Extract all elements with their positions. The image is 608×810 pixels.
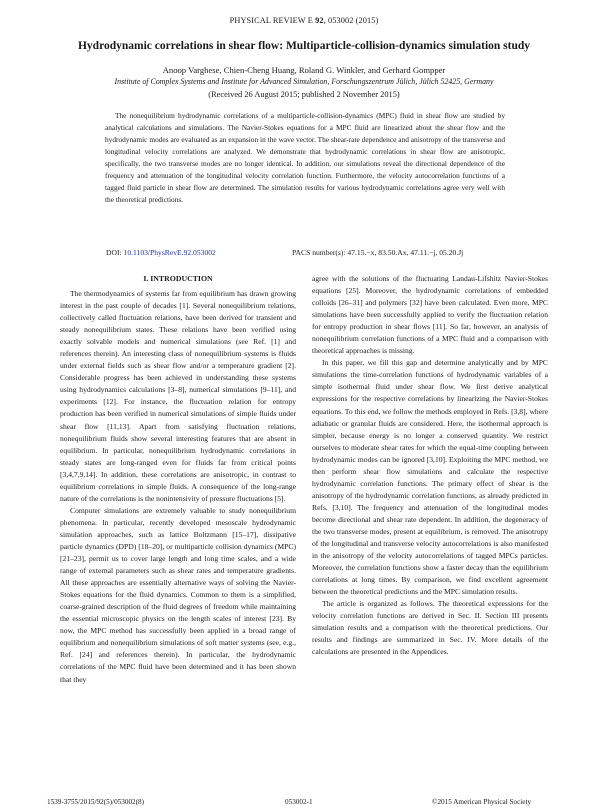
received-dates: (Received 26 August 2015; published 2 November 2015) bbox=[208, 90, 400, 99]
intro-paragraph-3: In this paper, we fill this gap and determine analytically and by MPC simulations the time-correlation functions of hydrodynamic variables of a simple isothermal fluid under shear flow. We first derive analytical expressions for the respective correlations by linearizing the Navier-Stokes equations. To this end, we follow the methods employed in Refs. [3,8], where adiabatic or granular fluids are considered. Here, the isothermal approach is simpler, because energy is no longer a conserved quantity. We restrict ourselves to moderate shear rates for which the equal-time coupling between hydrodynamic modes can be ignored [3,10]. Exploiting the MPC method, we then perform shear flow simulations and calculate the respective hydrodynamic correlation functions. The primary effect of shear is the anisotropy of the hydrodynamic correlation functions, as already predicted in Refs. [3,10]. The frequency and attenuation of the longitudinal modes become directional and shear rate dependent. In addition, the degeneracy of the two transverse modes, present at equilibrium, is removed. The anisotropy of the longitudinal and transverse velocity autocorrelations is also manifested in the anisotropy of the velocity autocorrelations of tagged MPCs particles. Moreover, the correlation functions show a faster decay than the equilibrium correlations at long times. By comparison, we find excellent agreement between the theoretical predictions and the MPC simulation results. bbox=[312, 358, 548, 597]
intro-paragraph-2: Computer simulations are extremely valuable to study nonequilibrium phenomena. In particular, recently developed mesoscale hydrodynamic simulation approaches, such as lattice Boltzmann [15–17], dissipative particle dynamics (DPD) [18–20], or multiparticle collision dynamics (MPC) [21–23], permit us to cover large length and long time scales, and a wide range of external parameters such as shear rates and temperature gradients. All these approaches are essentially alternative ways of solving the Navier-Stokes equations for the fluid dynamics. Common to them is a simplified, coarse-grained description of the fluid degrees of freedom while maintaining the essential microscopic physics on the length scales of interest [23]. By now, the MPC method has successfully been applied in a broad range of equilibrium and nonequilibrium simulations of soft matter systems (see, e.g., Ref. [24] and references therein). In particular, the hydrodynamic correlations of the MPC fluid have been determined and it has been shown that they bbox=[60, 505, 296, 684]
author-list: Anoop Varghese, Chien-Cheng Huang, Roland G. Winkler, and Gerhard Gompper bbox=[162, 65, 446, 75]
right-column bbox=[312, 273, 548, 659]
journal-article-info: , 053002 (2015) bbox=[323, 16, 379, 25]
doi-line bbox=[106, 248, 216, 257]
intro-paragraph-2-continued: agree with the solutions of the fluctuating Landau-Lifshitz Navier-Stokes equations [25]. Moreover, the hydrodynamic correlations of embedded colloids [26–31] and polymers [32] have been calculated. Even more, MPC simulations have been successfully applied to verify the fluctuation relation for entropy production in shear flows [11]. So far, however, an analysis of nonequilibrium correlation functions of a MPC fluid and a comparison with theoretical approaches is missing. bbox=[312, 274, 548, 356]
left-column bbox=[60, 288, 296, 686]
journal-name: PHYSICAL REVIEW E bbox=[229, 16, 313, 25]
pacs-numbers: PACS number(s): 47.15.−x, 83.50.Ax, 47.11.−j, 05.20.Jj bbox=[292, 248, 464, 257]
intro-paragraph-4: The article is organized as follows. The theoretical expressions for the velocity correlation functions are derived in Sec. II. Section III presents simulation results and a comparison with the theoretical predictions. Our results and findings are summarized in Sec. IV. More details of the calculations are presented in the Appendices. bbox=[312, 599, 548, 657]
footer-issn: 1539-3755/2015/92(5)/053002(8) bbox=[47, 798, 145, 806]
doi-link[interactable]: 10.1103/PhysRevE.92.053002 bbox=[123, 248, 216, 257]
section-heading-introduction: I. INTRODUCTION bbox=[143, 274, 213, 283]
journal-header bbox=[0, 16, 608, 25]
footer-page-number: 053002-1 bbox=[285, 798, 313, 806]
journal-volume: 92 bbox=[315, 16, 324, 25]
doi-label: DOI: bbox=[106, 248, 124, 257]
paper-title: Hydrodynamic correlations in shear flow: Multiparticle-collision-dynamics simulation study bbox=[77, 40, 531, 52]
footer-copyright: ©2015 American Physical Society bbox=[432, 798, 532, 806]
intro-paragraph-1: The thermodynamics of systems far from equilibrium has drawn growing interest in the past couple of decades [1]. Several nonequilibrium relations, collectively called fluctuation relations, have been derived for transient and steady nonequilibrium states. These relations have been verified using exactly solvable models and numerical simulations (see Ref. [1] and references therein). An interesting class of nonequilibrium systems is fluids under external fields such as shear flow and/or a temperature gradient [2]. Considerable progress has been achieved in understanding these systems using hydrodynamics calculations [3–8], numerical simulations [9–11], and experiments [12]. For instance, the fluctuation relation for entropy production has been verified in numerical simulations of simple fluids under shear flow [11,13]. Apart from satisfying fluctuation relations, nonequilibrium fluids show several interesting features that are absent in equilibrium. In particular, nonequilibrium hydrodynamic correlations in steady states are long-ranged even for fluids far from critical points [3,4,7,9,14]. In addition, these correlations are anisotropic, in contrast to equilibrium correlations in simple fluids. A consequence of the long-range nature of the correlations is the nonintensivity of pressure fluctuations [5]. bbox=[60, 289, 296, 503]
affiliation: Institute of Complex Systems and Institute for Advanced Simulation, Forschungszentrum Jülich, Jülich 52425, Germany bbox=[114, 77, 494, 86]
abstract: The nonequilibrium hydrodynamic correlations of a multiparticle-collision-dynamics (MPC) fluid in shear flow are studied by analytical calculations and simulations. The Navier-Stokes equations for a MPC fluid are linearized about the shear flow and the hydrodynamic modes are evaluated as an expansion in the wave vector. The shear-rate dependence and anisotropy of the transverse and longitudinal velocity correlations are analyzed. We demonstrate that hydrodynamic correlations in shear flow are anisotropic, specifically, the two transverse modes are no longer identical. In addition, our simulations reveal the directional dependence of the frequency and attenuation of the longitudinal velocity correlation function. Furthermore, the velocity autocorrelation functions of a tagged fluid particle in shear flow are determined. The simulation results for various hydrodynamic correlations agree very well with the theoretical predictions. bbox=[105, 111, 505, 205]
